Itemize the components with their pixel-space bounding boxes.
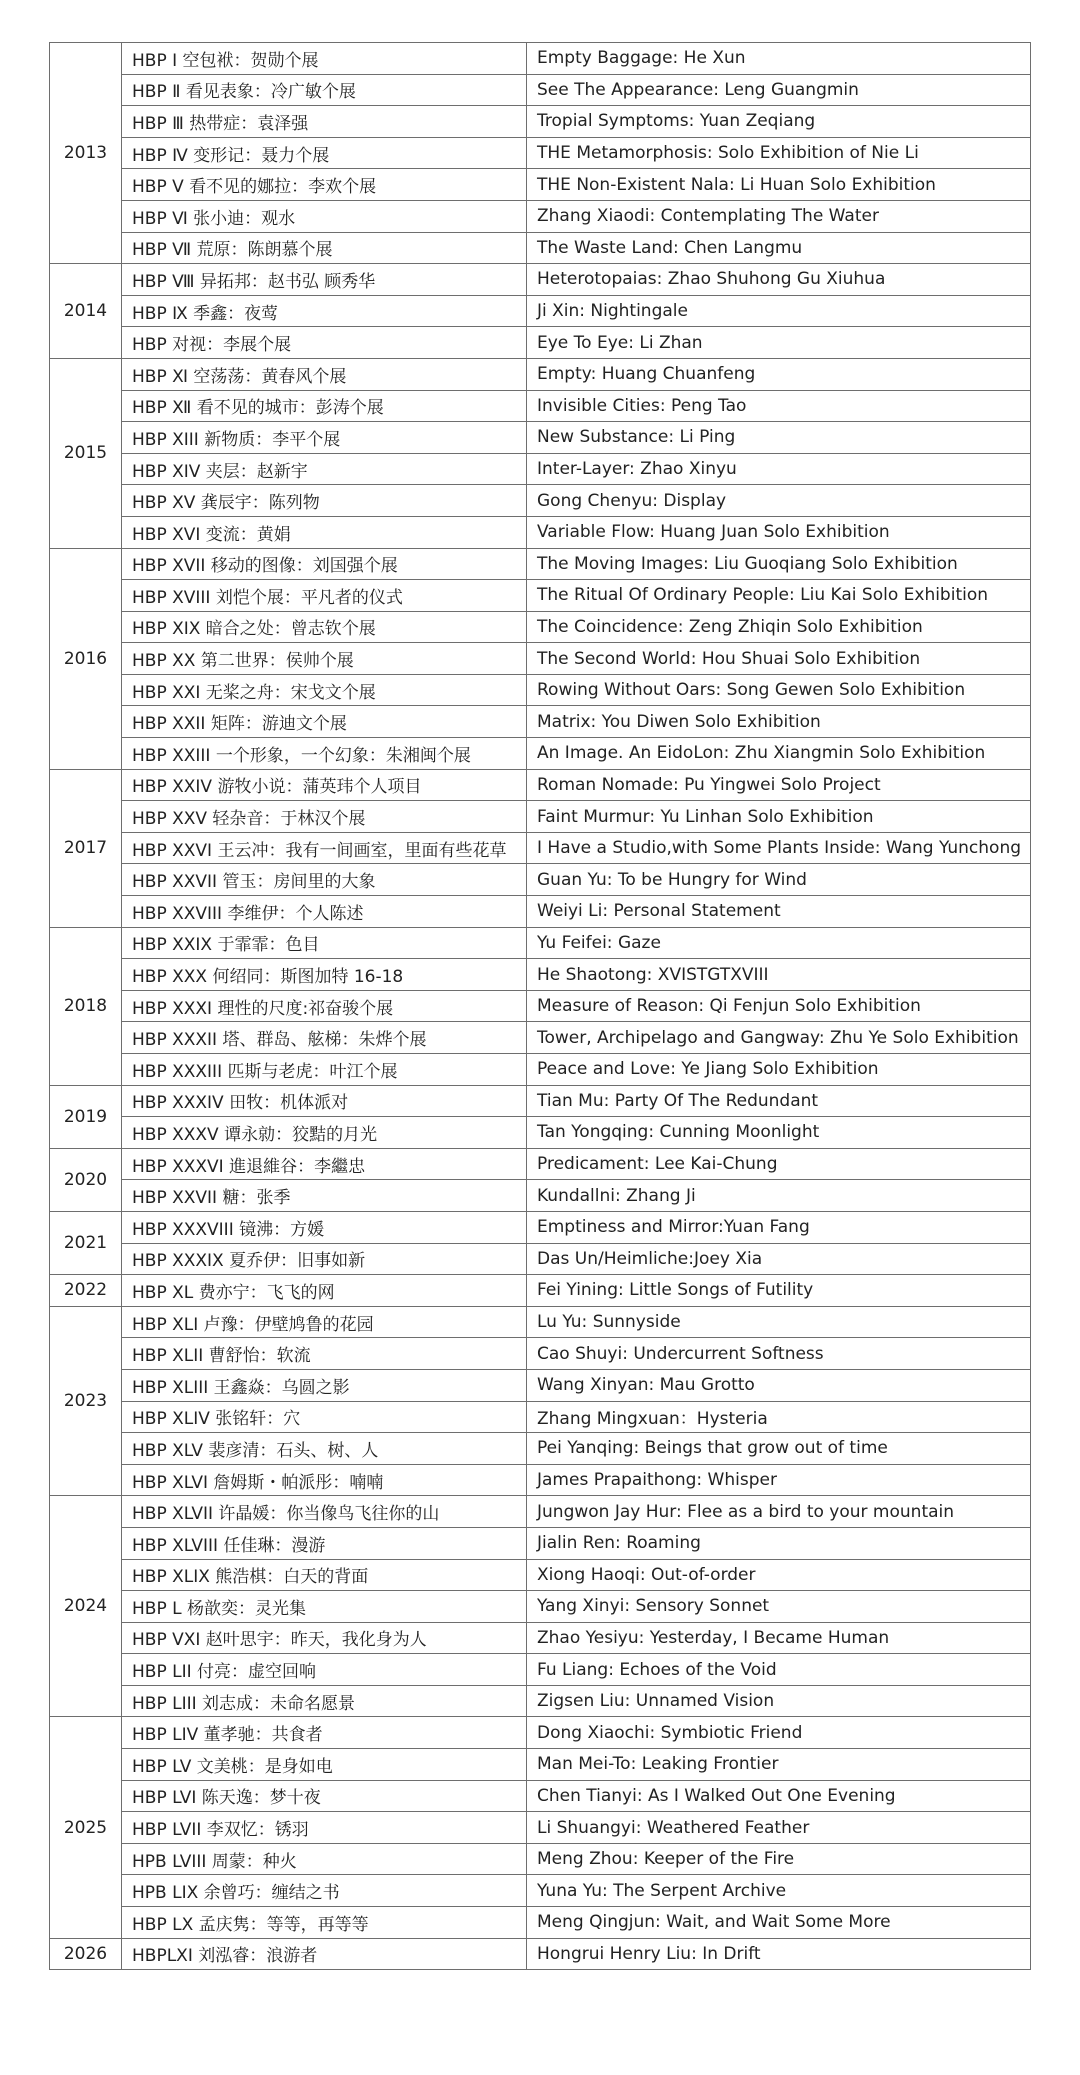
- table-row: [50, 548, 1031, 580]
- chinese-title-cell: HBP XLVIII 任佳琳：漫游: [122, 1527, 527, 1559]
- table-row: [50, 1085, 1031, 1117]
- table-row: [50, 1717, 1031, 1749]
- table-row: [50, 1938, 1031, 1970]
- chinese-title-cell: HBP LII 付亮：虚空回响: [122, 1654, 527, 1686]
- table-row: [50, 1180, 1031, 1212]
- chinese-title-cell: HBP XXXIV 田牧：机体派对: [122, 1085, 527, 1117]
- table-row: [50, 1527, 1031, 1559]
- table-row: [50, 1591, 1031, 1623]
- english-title-cell: Dong Xiaochi: Symbiotic Friend: [527, 1717, 1031, 1749]
- chinese-title-cell: HBP XVIII 刘恺个展：平凡者的仪式: [122, 580, 527, 612]
- table-row: [50, 422, 1031, 454]
- chinese-title-cell: HBP Ⅸ 季鑫：夜莺: [122, 295, 527, 327]
- english-title-cell: Guan Yu: To be Hungry for Wind: [527, 864, 1031, 896]
- english-title-cell: Cao Shuyi: Undercurrent Softness: [527, 1338, 1031, 1370]
- exhibition-table: [49, 42, 1031, 1970]
- english-title-cell: Meng Qingjun: Wait, and Wait Some More: [527, 1907, 1031, 1939]
- table-row: [50, 832, 1031, 864]
- chinese-title-cell: HBP XXVII 糖：张季: [122, 1180, 527, 1212]
- table-row: [50, 43, 1031, 75]
- table-row: [50, 1496, 1031, 1528]
- english-title-cell: Chen Tianyi: As I Walked Out One Evening: [527, 1780, 1031, 1812]
- english-title-cell: The Coincidence: Zeng Zhiqin Solo Exhibition: [527, 611, 1031, 643]
- chinese-title-cell: HBP XV 龚辰宇：陈列物: [122, 485, 527, 517]
- chinese-title-cell: HBP XXI 无桨之舟：宋戈文个展: [122, 674, 527, 706]
- table-row: [50, 169, 1031, 201]
- table-row: [50, 1022, 1031, 1054]
- chinese-title-cell: HBP XXIV 游牧小说：蒲英玮个人项目: [122, 769, 527, 801]
- english-title-cell: Wang Xinyan: Mau Grotto: [527, 1369, 1031, 1401]
- chinese-title-cell: HBP XXXI 理性的尺度:祁奋骏个展: [122, 990, 527, 1022]
- table-row: [50, 1559, 1031, 1591]
- english-title-cell: See The Appearance: Leng Guangmin: [527, 74, 1031, 106]
- english-title-cell: Invisible Cities: Peng Tao: [527, 390, 1031, 422]
- chinese-title-cell: HBP XLVI 詹姆斯・帕派彤：喃喃: [122, 1464, 527, 1496]
- chinese-title-cell: HBP LVII 李双忆：锈羽: [122, 1812, 527, 1844]
- chinese-title-cell: HBP XL 费亦宁：飞飞的网: [122, 1275, 527, 1307]
- exhibition-table-body: [50, 43, 1031, 1970]
- chinese-title-cell: HBP LX 孟庆隽：等等，再等等: [122, 1907, 527, 1939]
- english-title-cell: The Second World: Hou Shuai Solo Exhibition: [527, 643, 1031, 675]
- table-row: [50, 327, 1031, 359]
- chinese-title-cell: HBP XXIX 于霏霏：色目: [122, 927, 527, 959]
- table-row: [50, 1622, 1031, 1654]
- chinese-title-cell: HBP Ⅱ 看见表象：冷广敏个展: [122, 74, 527, 106]
- english-title-cell: New Substance: Li Ping: [527, 422, 1031, 454]
- chinese-title-cell: HBP XXVIII 李维伊：个人陈述: [122, 896, 527, 928]
- chinese-title-cell: HBP XXXVIII 镜沸：方媛: [122, 1211, 527, 1243]
- english-title-cell: Man Mei-To: Leaking Frontier: [527, 1749, 1031, 1781]
- table-row: [50, 1054, 1031, 1086]
- english-title-cell: Hongrui Henry Liu: In Drift: [527, 1938, 1031, 1970]
- english-title-cell: Yuna Yu: The Serpent Archive: [527, 1875, 1031, 1907]
- english-title-cell: Zhang Xiaodi: Contemplating The Water: [527, 200, 1031, 232]
- table-row: [50, 200, 1031, 232]
- chinese-title-cell: HBP XLV 裴彦清：石头、树、人: [122, 1433, 527, 1465]
- table-row: [50, 264, 1031, 296]
- chinese-title-cell: HBP XLIV 张铭轩：穴: [122, 1401, 527, 1433]
- english-title-cell: Tropial Symptoms: Yuan Zeqiang: [527, 106, 1031, 138]
- chinese-title-cell: HBP XIX 暗合之处：曾志钦个展: [122, 611, 527, 643]
- english-title-cell: Empty: Huang Chuanfeng: [527, 358, 1031, 390]
- table-row: [50, 1148, 1031, 1180]
- english-title-cell: Zhang Mingxuan：Hysteria: [527, 1401, 1031, 1433]
- english-title-cell: Tian Mu: Party Of The Redundant: [527, 1085, 1031, 1117]
- chinese-title-cell: HBP XXXV 谭永勍：狡黠的月光: [122, 1117, 527, 1149]
- chinese-title-cell: HBP Ⅴ 看不见的娜拉：李欢个展: [122, 169, 527, 201]
- table-row: [50, 1369, 1031, 1401]
- english-title-cell: Jungwon Jay Hur: Flee as a bird to your mountain: [527, 1496, 1031, 1528]
- year-cell: 2014: [50, 264, 122, 359]
- english-title-cell: Tan Yongqing: Cunning Moonlight: [527, 1117, 1031, 1149]
- year-cell: 2013: [50, 43, 122, 264]
- english-title-cell: Jialin Ren: Roaming: [527, 1527, 1031, 1559]
- chinese-title-cell: HBP XXXII 塔、群岛、舷梯：朱烨个展: [122, 1022, 527, 1054]
- english-title-cell: Das Un/Heimliche:Joey Xia: [527, 1243, 1031, 1275]
- english-title-cell: Roman Nomade: Pu Yingwei Solo Project: [527, 769, 1031, 801]
- chinese-title-cell: HBP XXXVI 進退維谷：李繼忠: [122, 1148, 527, 1180]
- table-row: [50, 390, 1031, 422]
- english-title-cell: Weiyi Li: Personal Statement: [527, 896, 1031, 928]
- chinese-title-cell: HBP XXV 轻杂音：于林汉个展: [122, 801, 527, 833]
- chinese-title-cell: HBP L 杨歆奕：灵光集: [122, 1591, 527, 1623]
- table-row: [50, 1117, 1031, 1149]
- table-row: [50, 1907, 1031, 1939]
- english-title-cell: He Shaotong: XVISTGTXVIII: [527, 959, 1031, 991]
- table-row: [50, 643, 1031, 675]
- english-title-cell: Yang Xinyi: Sensory Sonnet: [527, 1591, 1031, 1623]
- table-row: [50, 358, 1031, 390]
- chinese-title-cell: HBP Ⅷ 异拓邦：赵书弘 顾秀华: [122, 264, 527, 296]
- year-cell: 2024: [50, 1496, 122, 1717]
- table-row: [50, 485, 1031, 517]
- table-row: [50, 864, 1031, 896]
- english-title-cell: Kundallni: Zhang Ji: [527, 1180, 1031, 1212]
- chinese-title-cell: HBP XVI 变流：黄娟: [122, 516, 527, 548]
- chinese-title-cell: HBP XIV 夹层：赵新宇: [122, 453, 527, 485]
- year-cell: 2017: [50, 769, 122, 927]
- chinese-title-cell: HPB LIX 余曾巧：缠结之书: [122, 1875, 527, 1907]
- chinese-title-cell: HBP Ⅵ 张小迪：观水: [122, 200, 527, 232]
- english-title-cell: Meng Zhou: Keeper of the Fire: [527, 1843, 1031, 1875]
- english-title-cell: Tower, Archipelago and Gangway: Zhu Ye Solo Exhibition: [527, 1022, 1031, 1054]
- english-title-cell: Xiong Haoqi: Out-of-order: [527, 1559, 1031, 1591]
- table-row: [50, 106, 1031, 138]
- table-row: [50, 1812, 1031, 1844]
- chinese-title-cell: HBP XIII 新物质：李平个展: [122, 422, 527, 454]
- table-row: [50, 1433, 1031, 1465]
- year-cell: 2018: [50, 927, 122, 1085]
- english-title-cell: THE Metamorphosis: Solo Exhibition of Nie Li: [527, 137, 1031, 169]
- english-title-cell: Zigsen Liu: Unnamed Vision: [527, 1685, 1031, 1717]
- table-row: [50, 1401, 1031, 1433]
- english-title-cell: The Ritual Of Ordinary People: Liu Kai Solo Exhibition: [527, 580, 1031, 612]
- chinese-title-cell: HBP Ⅺ 空荡荡：黄春风个展: [122, 358, 527, 390]
- chinese-title-cell: HBP LIII 刘志成：未命名愿景: [122, 1685, 527, 1717]
- chinese-title-cell: HBP 对视：李展个展: [122, 327, 527, 359]
- english-title-cell: Inter-Layer: Zhao Xinyu: [527, 453, 1031, 485]
- english-title-cell: Peace and Love: Ye Jiang Solo Exhibition: [527, 1054, 1031, 1086]
- english-title-cell: Measure of Reason: Qi Fenjun Solo Exhibition: [527, 990, 1031, 1022]
- chinese-title-cell: HBP LV 文美桃：是身如电: [122, 1749, 527, 1781]
- chinese-title-cell: HBP XXXIII 匹斯与老虎：叶江个展: [122, 1054, 527, 1086]
- chinese-title-cell: HBPLXI 刘泓睿：浪游者: [122, 1938, 527, 1970]
- english-title-cell: Variable Flow: Huang Juan Solo Exhibition: [527, 516, 1031, 548]
- year-cell: 2025: [50, 1717, 122, 1938]
- english-title-cell: Ji Xin: Nightingale: [527, 295, 1031, 327]
- chinese-title-cell: HBP XXII 矩阵：游迪文个展: [122, 706, 527, 738]
- english-title-cell: An Image. An EidoLon: Zhu Xiangmin Solo Exhibition: [527, 738, 1031, 770]
- table-row: [50, 611, 1031, 643]
- chinese-title-cell: HBP Ⅲ 热带症：袁泽强: [122, 106, 527, 138]
- table-row: [50, 137, 1031, 169]
- english-title-cell: Eye To Eye: Li Zhan: [527, 327, 1031, 359]
- table-row: [50, 1843, 1031, 1875]
- table-row: [50, 580, 1031, 612]
- year-cell: 2021: [50, 1211, 122, 1274]
- year-cell: 2023: [50, 1306, 122, 1496]
- table-row: [50, 1685, 1031, 1717]
- english-title-cell: The Waste Land: Chen Langmu: [527, 232, 1031, 264]
- year-cell: 2019: [50, 1085, 122, 1148]
- chinese-title-cell: HBP XXX 何绍同：斯图加特 16-18: [122, 959, 527, 991]
- chinese-title-cell: HBP XXIII 一个形象，一个幻象：朱湘闽个展: [122, 738, 527, 770]
- chinese-title-cell: HBP XVII 移动的图像：刘国强个展: [122, 548, 527, 580]
- table-row: [50, 801, 1031, 833]
- english-title-cell: Fu Liang: Echoes of the Void: [527, 1654, 1031, 1686]
- english-title-cell: James Prapaithong: Whisper: [527, 1464, 1031, 1496]
- english-title-cell: Matrix: You Diwen Solo Exhibition: [527, 706, 1031, 738]
- english-title-cell: Yu Feifei: Gaze: [527, 927, 1031, 959]
- table-row: [50, 1464, 1031, 1496]
- english-title-cell: Predicament: Lee Kai-Chung: [527, 1148, 1031, 1180]
- table-row: [50, 1780, 1031, 1812]
- english-title-cell: The Moving Images: Liu Guoqiang Solo Exhibition: [527, 548, 1031, 580]
- table-row: [50, 295, 1031, 327]
- year-cell: 2022: [50, 1275, 122, 1307]
- table-row: [50, 959, 1031, 991]
- year-cell: 2015: [50, 358, 122, 548]
- english-title-cell: Heterotopaias: Zhao Shuhong Gu Xiuhua: [527, 264, 1031, 296]
- table-row: [50, 674, 1031, 706]
- table-row: [50, 1749, 1031, 1781]
- table-row: [50, 1243, 1031, 1275]
- table-row: [50, 896, 1031, 928]
- english-title-cell: Zhao Yesiyu: Yesterday, I Became Human: [527, 1622, 1031, 1654]
- chinese-title-cell: HBP XLI 卢豫：伊壁鸠鲁的花园: [122, 1306, 527, 1338]
- english-title-cell: Emptiness and Mirror:Yuan Fang: [527, 1211, 1031, 1243]
- table-row: [50, 453, 1031, 485]
- table-row: [50, 1338, 1031, 1370]
- english-title-cell: Li Shuangyi: Weathered Feather: [527, 1812, 1031, 1844]
- table-row: [50, 769, 1031, 801]
- table-row: [50, 1654, 1031, 1686]
- table-row: [50, 74, 1031, 106]
- table-row: [50, 706, 1031, 738]
- chinese-title-cell: HBP XLVII 许晶媛：你当像鸟飞往你的山: [122, 1496, 527, 1528]
- chinese-title-cell: HBP Ⅳ 变形记：聂力个展: [122, 137, 527, 169]
- table-row: [50, 1275, 1031, 1307]
- table-row: [50, 990, 1031, 1022]
- table-row: [50, 1875, 1031, 1907]
- chinese-title-cell: HBP Ⅻ 看不见的城市：彭涛个展: [122, 390, 527, 422]
- chinese-title-cell: HBP XXXIX 夏乔伊：旧事如新: [122, 1243, 527, 1275]
- chinese-title-cell: HBP XXVII 管玉：房间里的大象: [122, 864, 527, 896]
- english-title-cell: I Have a Studio,with Some Plants Inside: Wang Yunchong: [527, 832, 1031, 864]
- chinese-title-cell: HBP VXI 赵叶思宇：昨天，我化身为人: [122, 1622, 527, 1654]
- table-row: [50, 232, 1031, 264]
- table-row: [50, 738, 1031, 770]
- english-title-cell: Rowing Without Oars: Song Gewen Solo Exhibition: [527, 674, 1031, 706]
- chinese-title-cell: HBP XX 第二世界：侯帅个展: [122, 643, 527, 675]
- chinese-title-cell: HBP XLIX 熊浩棋：白天的背面: [122, 1559, 527, 1591]
- exhibition-list: [49, 42, 1030, 1970]
- chinese-title-cell: HBP XXVI 王云冲：我有一间画室，里面有些花草: [122, 832, 527, 864]
- year-cell: 2026: [50, 1938, 122, 1970]
- chinese-title-cell: HBP LIV 董孝驰：共食者: [122, 1717, 527, 1749]
- english-title-cell: THE Non-Existent Nala: Li Huan Solo Exhibition: [527, 169, 1031, 201]
- chinese-title-cell: HBP LVI 陈天逸：梦十夜: [122, 1780, 527, 1812]
- english-title-cell: Empty Baggage: He Xun: [527, 43, 1031, 75]
- chinese-title-cell: HBP XLIII 王鑫焱：乌圆之影: [122, 1369, 527, 1401]
- english-title-cell: Lu Yu: Sunnyside: [527, 1306, 1031, 1338]
- english-title-cell: Pei Yanqing: Beings that grow out of time: [527, 1433, 1031, 1465]
- table-row: [50, 516, 1031, 548]
- english-title-cell: Faint Murmur: Yu Linhan Solo Exhibition: [527, 801, 1031, 833]
- chinese-title-cell: HBP Ⅶ 荒原：陈朗慕个展: [122, 232, 527, 264]
- english-title-cell: Gong Chenyu: Display: [527, 485, 1031, 517]
- year-cell: 2020: [50, 1148, 122, 1211]
- table-row: [50, 1211, 1031, 1243]
- year-cell: 2016: [50, 548, 122, 769]
- english-title-cell: Fei Yining: Little Songs of Futility: [527, 1275, 1031, 1307]
- table-row: [50, 1306, 1031, 1338]
- chinese-title-cell: HBP Ⅰ 空包袱：贺勋个展: [122, 43, 527, 75]
- chinese-title-cell: HBP XLII 曹舒怡：软流: [122, 1338, 527, 1370]
- table-row: [50, 927, 1031, 959]
- chinese-title-cell: HPB LVIII 周蒙：种火: [122, 1843, 527, 1875]
